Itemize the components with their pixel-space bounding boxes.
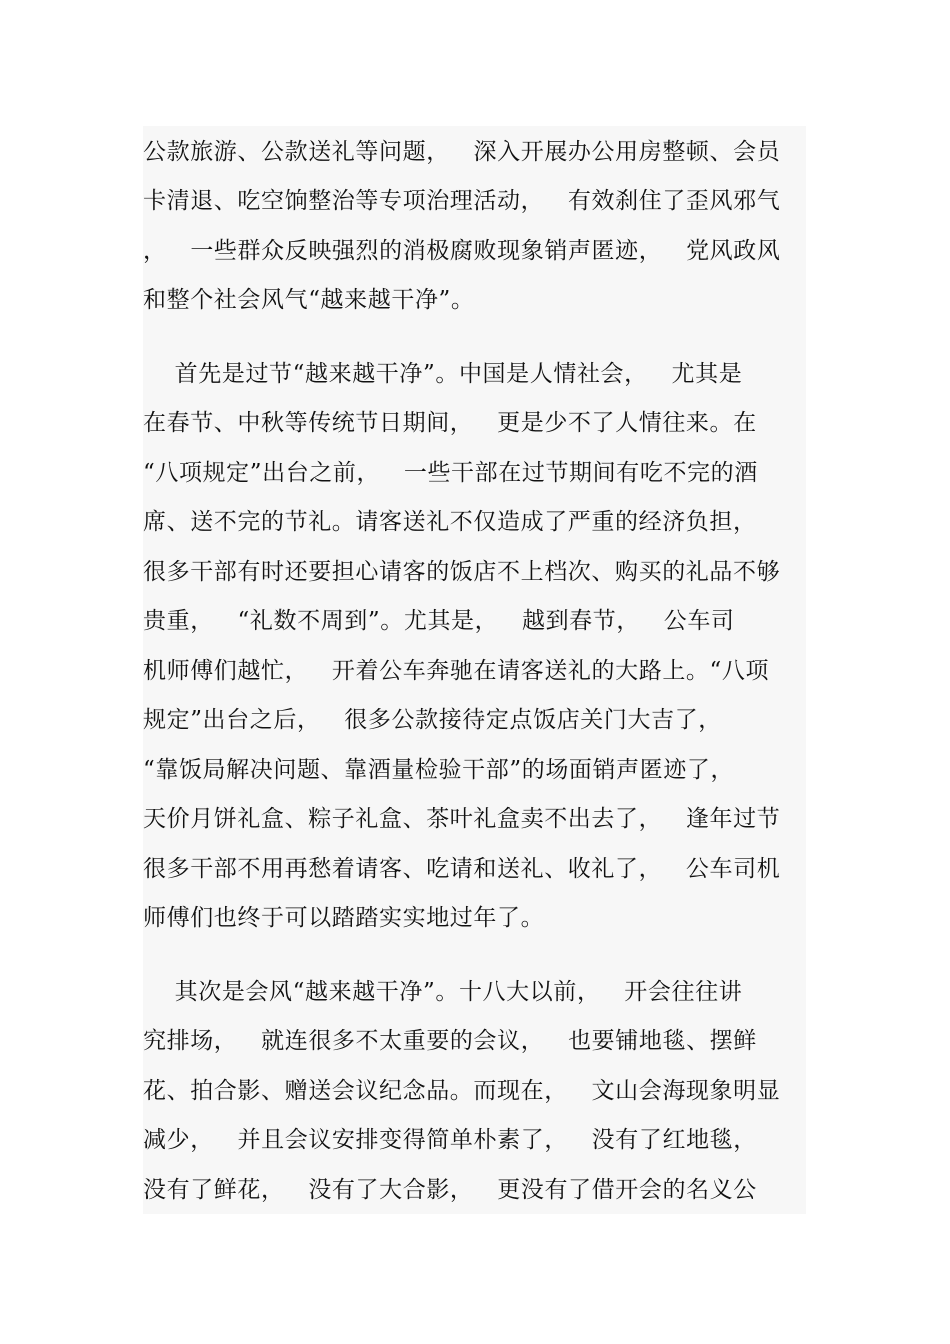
text-line: 规定”出台之后， 很多公款接待定点饭店关门大吉了，	[143, 707, 722, 733]
text-line: 天价月饼礼盒、粽子礼盒、茶叶礼盒卖不出去了， 逢年过节	[143, 806, 781, 832]
text-line: 贵重， “礼数不周到”。尤其是， 越到春节， 公车司	[143, 608, 735, 634]
text-line: 公款旅游、公款送礼等问题， 深入开展办公用房整顿、会员	[143, 139, 781, 165]
text-line: 师傅们也终于可以踏踏实实地过年了。	[143, 905, 545, 931]
text-line: 花、拍合影、赠送会议纪念品。而现在， 文山会海现象明显	[143, 1078, 781, 1104]
text-line: 很多干部有时还要担心请客的饭店不上档次、购买的礼品不够	[143, 559, 781, 585]
text-line: 卡清退、吃空饷整治等专项治理活动， 有效刹住了歪风邪气	[143, 188, 781, 214]
text-line: 很多干部不用再愁着请客、吃请和送礼、收礼了， 公车司机	[143, 856, 781, 882]
text-line: 没有了鲜花， 没有了大合影， 更没有了借开会的名义公	[143, 1177, 757, 1203]
text-line: 席、送不完的节礼。请客送礼不仅造成了严重的经济负担，	[143, 509, 757, 535]
text-line: 其次是会风“越来越干净”。十八大以前， 开会往往讲	[143, 979, 743, 1005]
text-line: “八项规定”出台之前， 一些干部在过节期间有吃不完的酒	[143, 460, 758, 486]
text-line: 在春节、中秋等传统节日期间， 更是少不了人情往来。在	[143, 410, 757, 436]
text-line: “靠饭局解决问题、靠酒量检验干部”的场面销声匿迹了，	[143, 757, 735, 783]
text-line: 究排场， 就连很多不太重要的会议， 也要铺地毯、摆鲜	[143, 1028, 757, 1054]
text-line: 首先是过节“越来越干净”。中国是人情社会， 尤其是	[143, 361, 743, 387]
text-line: 减少， 并且会议安排变得简单朴素了， 没有了红地毯，	[143, 1127, 757, 1153]
article-body	[143, 126, 806, 1214]
text-line: 和整个社会风气“越来越干净”。	[143, 287, 475, 313]
text-line: 机师傅们越忙， 开着公车奔驰在请客送礼的大路上。“八项	[143, 658, 770, 684]
text-line: ， 一些群众反映强烈的消极腐败现象销声匿迹， 党风政风	[143, 238, 781, 264]
